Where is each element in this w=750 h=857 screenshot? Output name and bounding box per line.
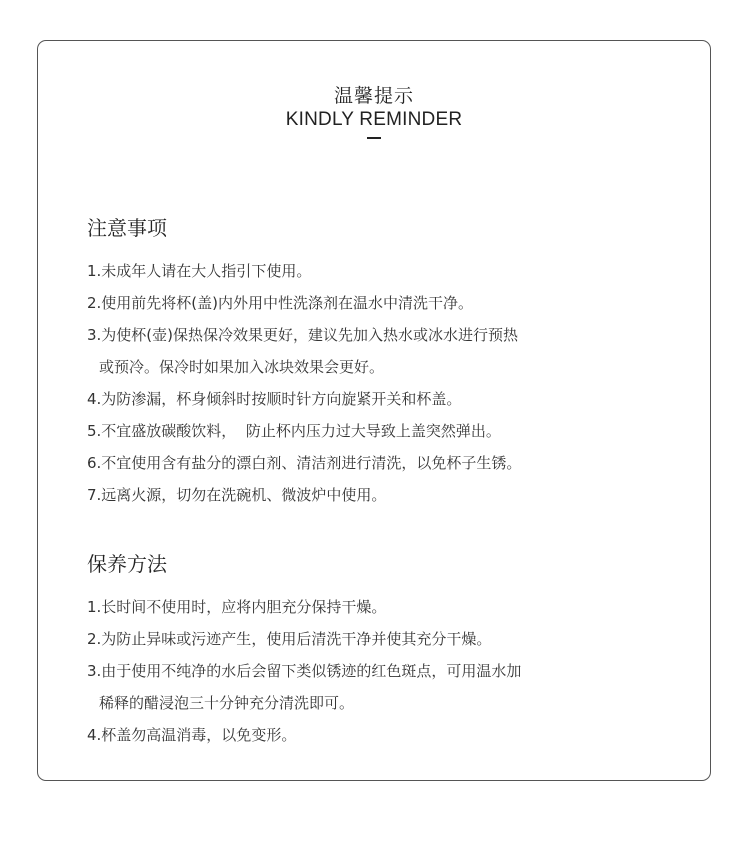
precaution-item-3: 3.为使杯(壶)保热保冷效果更好，建议先加入热水或冰水进行预热 [87,326,519,344]
reminder-header [38,84,710,139]
maintenance-item-4: 4.杯盖勿高温消毒，以免变形。 [87,726,297,744]
maintenance-item-1: 1.长时间不使用时，应将内胆充分保持干燥。 [87,598,387,616]
title-english: KINDLY REMINDER [285,109,463,130]
maintenance-item-3: 3.由于使用不纯净的水后会留下类似锈迹的红色斑点，可用温水加 [87,662,522,680]
maintenance-section [87,551,687,751]
precaution-item-4: 4.为防渗漏，杯身倾斜时按顺时针方向旋紧开关和杯盖。 [87,390,462,408]
precaution-item-6: 6.不宜使用含有盐分的漂白剂、清洁剂进行清洗，以免杯子生锈。 [87,454,522,472]
precaution-item-3-continued: 或预冷。保冷时如果加入冰块效果会更好。 [99,358,385,376]
precautions-section [87,215,687,511]
title-chinese: 温馨提示 [333,85,414,107]
maintenance-item-2: 2.为防止异味或污迹产生，使用后清洗干净并使其充分干燥。 [87,630,492,648]
maintenance-item-3-continued: 稀释的醋浸泡三十分钟充分清洗即可。 [99,694,355,712]
precaution-item-2: 2.使用前先将杯(盖)内外用中性洗涤剂在温水中清洗干净。 [87,294,474,312]
precautions-heading: 注意事项 [87,216,167,240]
reminder-card [37,40,711,781]
precaution-item-5: 5.不宜盛放碳酸饮料， 防止杯内压力过大导致上盖突然弹出。 [87,422,501,440]
maintenance-heading: 保养方法 [87,552,167,576]
precaution-item-7: 7.远离火源，切勿在洗碗机、微波炉中使用。 [87,486,387,504]
precaution-item-1: 1.未成年人请在大人指引下使用。 [87,262,312,280]
title-divider [367,137,381,139]
